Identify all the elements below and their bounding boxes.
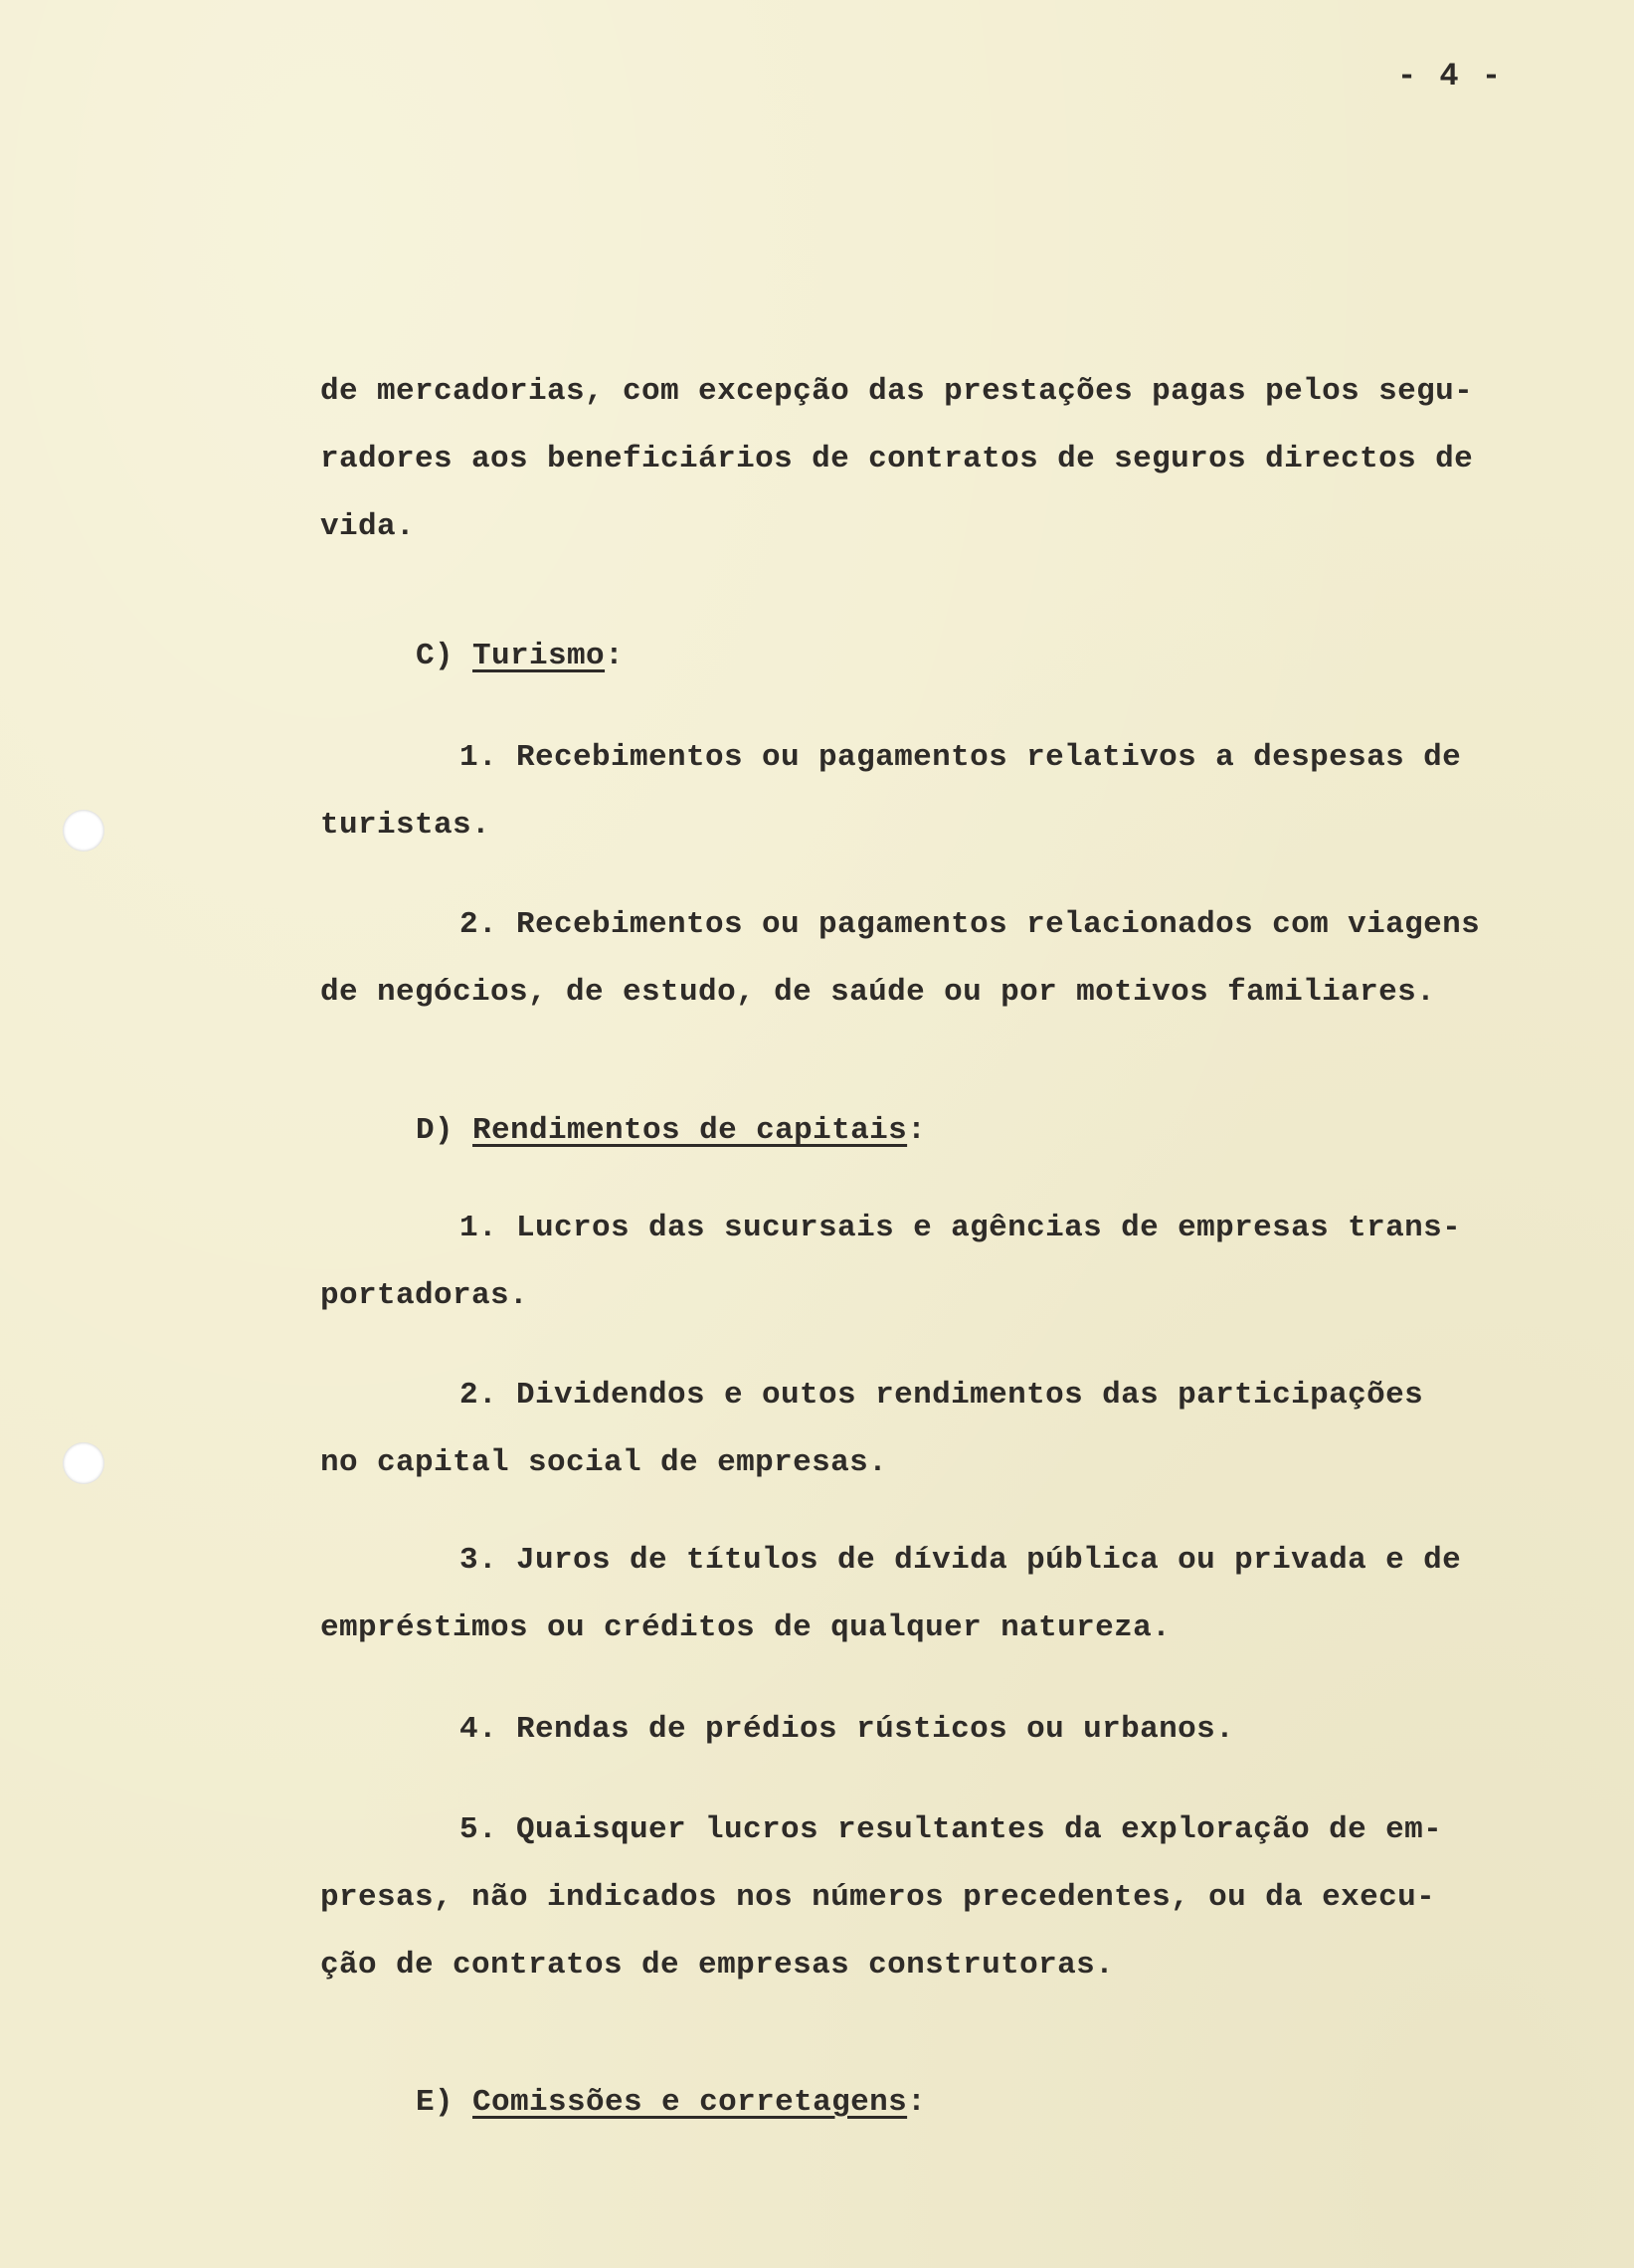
section-colon: : (907, 2085, 927, 2120)
list-item-d4 (320, 1696, 1234, 1764)
punch-hole (63, 1442, 104, 1484)
text-line: 4. Rendas de prédios rústicos ou urbanos. (459, 1712, 1235, 1747)
text-line: radores aos beneficiários de contratos de seguros directos de (320, 442, 1474, 476)
list-item-d1 (320, 1195, 1461, 1330)
section-heading-rendimentos-de-capitais (416, 1097, 926, 1165)
continuation-paragraph (320, 358, 1473, 561)
page-number: - 4 - (1397, 58, 1504, 94)
text-line: 2. Recebimentos ou pagamentos relacionados com viagens (459, 907, 1481, 942)
list-item-d3 (320, 1527, 1461, 1662)
text-line: 3. Juros de títulos de dívida pública ou privada e de (459, 1543, 1462, 1578)
text-line: de negócios, de estudo, de saúde ou por motivos familiares. (320, 975, 1436, 1010)
list-item-c2 (320, 891, 1480, 1027)
text-line: turistas. (320, 808, 491, 843)
section-letter: C) (416, 639, 454, 673)
text-line: vida. (320, 509, 416, 544)
text-line: presas, não indicados nos números precedentes, ou da execu- (320, 1880, 1436, 1915)
list-item-d5 (320, 1796, 1442, 1999)
text-line: empréstimos ou créditos de qualquer natureza. (320, 1610, 1172, 1645)
section-letter: D) (416, 1113, 454, 1148)
text-line: 2. Dividendos e outos rendimentos das participações (459, 1378, 1424, 1413)
section-colon: : (907, 1113, 927, 1148)
section-heading-turismo (416, 623, 624, 690)
section-colon: : (605, 639, 625, 673)
text-line: de mercadorias, com excepção das prestações pagas pelos segu- (320, 374, 1474, 409)
text-line: 1. Recebimentos ou pagamentos relativos a despesas de (459, 740, 1462, 775)
section-title: Rendimentos de capitais (472, 1113, 908, 1148)
list-item-c1 (320, 724, 1461, 859)
punch-hole (63, 810, 104, 851)
section-heading-comissoes-e-corretagens (416, 2069, 926, 2137)
text-line: portadoras. (320, 1278, 529, 1313)
text-line: no capital social de empresas. (320, 1445, 888, 1480)
text-line: 5. Quaisquer lucros resultantes da exploração de em- (459, 1812, 1443, 1847)
list-item-d2 (320, 1362, 1423, 1497)
section-title: Turismo (472, 639, 606, 673)
section-title: Comissões e corretagens (472, 2085, 908, 2120)
text-line: 1. Lucros das sucursais e agências de empresas trans- (459, 1211, 1462, 1245)
section-letter: E) (416, 2085, 454, 2120)
text-line: ção de contratos de empresas construtoras. (320, 1948, 1115, 1983)
